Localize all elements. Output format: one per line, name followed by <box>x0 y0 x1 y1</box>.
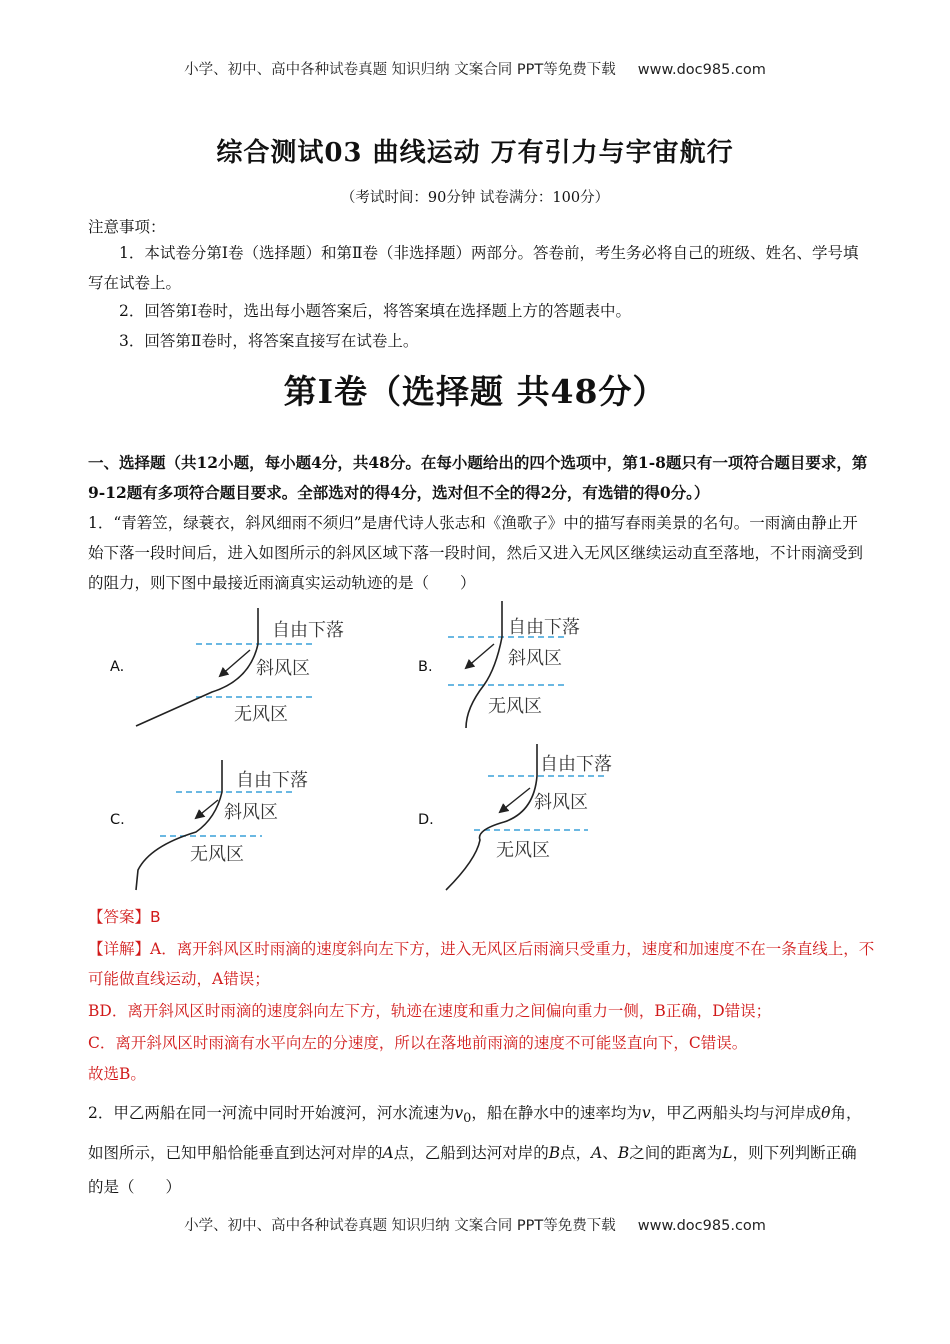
volume-title: 第Ⅰ卷（选择题 共48分） <box>283 372 667 411</box>
note-number: 3． <box>119 332 145 350</box>
no-wind-zone-label: 无风区 <box>190 844 244 865</box>
wind-arrow-icon <box>466 644 494 668</box>
option-c-label: C. <box>110 812 125 828</box>
answer-tag: 【答案】 <box>88 908 151 926</box>
symbol-theta: θ <box>821 1104 831 1122</box>
wind-zone-label: 斜风区 <box>508 648 562 669</box>
wind-zone-label: 斜风区 <box>534 792 588 813</box>
raindrop-trajectory <box>136 760 222 890</box>
question-text: ，甲乙两船头均与河岸成 <box>650 1104 822 1122</box>
figure-option-b <box>448 601 580 728</box>
note-text: 回答第Ⅰ卷时，选出每小题答案后，将答案填在选择题上方的答题表中。 <box>144 302 632 320</box>
question-number: 1． <box>88 514 114 532</box>
free-fall-label: 自由下落 <box>540 754 612 775</box>
option-a-label: A. <box>110 659 125 675</box>
question-text: 甲乙两船在同一河流中同时开始渡河，河水流速为 <box>113 1104 455 1122</box>
symbol-a: A <box>591 1144 603 1163</box>
question-text: 点， <box>560 1144 592 1163</box>
answer-line <box>88 902 878 932</box>
page-title: 综合测试03 曲线运动 万有引力与宇宙航行 <box>216 138 734 168</box>
note-number: 2． <box>119 302 145 320</box>
figure-option-d <box>446 744 612 890</box>
raindrop-trajectory <box>446 744 537 890</box>
note-text: 回答第Ⅱ卷时，将答案直接写在试卷上。 <box>144 332 419 350</box>
free-fall-label: 自由下落 <box>236 770 308 791</box>
figure-option-a <box>136 608 344 726</box>
explanation-line-2: BD．离开斜风区时雨滴的速度斜向左下方，轨迹在速度和重力之间偏向重力一侧，B正确，D错误； <box>88 1002 772 1020</box>
free-fall-label: 自由下落 <box>508 617 580 638</box>
no-wind-zone-label: 无风区 <box>496 840 550 861</box>
header-site-link[interactable]: www.doc985.com <box>637 62 766 78</box>
notes-heading: 注意事项： <box>88 218 166 236</box>
page-footer <box>0 1214 950 1235</box>
footer-text: 小学、初中、高中各种试卷真题 知识归纳 文案合同 PPT等免费下载 <box>184 1218 616 1234</box>
wind-zone-label: 斜风区 <box>224 802 278 823</box>
symbol-b: B <box>617 1144 630 1163</box>
explanation-conclusion: 故选B。 <box>88 1065 146 1083</box>
no-wind-zone-label: 无风区 <box>488 696 542 717</box>
explanation-line-3: C．离开斜风区时雨滴有水平向左的分速度，所以在落地前雨滴的速度不可能竖直向下，C错误。 <box>88 1034 748 1052</box>
question-text: “青箬笠，绿蓑衣，斜风细雨不须归”是唐代诗人张志和《渔歌子》中的描写春雨美景的名句。一雨滴由静止开始下落一段时间后，进入如图所示的斜风区域下落一段时间，然后又进入无风区继续运动直至落地，不计雨滴受到的阻力，则下图中最接近雨滴真实运动轨迹的是（ ） <box>88 514 864 592</box>
footer-site-link[interactable]: www.doc985.com <box>637 1218 766 1234</box>
section-heading: 一、选择题（共12小题，每小题4分，共48分。在每小题给出的四个选项中，第1-8题只有一项符合题目要求，第9-12题有多项符合题目要求。全部选对的得4分，选对但不全的得2分，有选错的得0分。） <box>88 453 868 502</box>
note-number: 1． <box>119 244 145 262</box>
question-text: 点，乙船到达河对岸的 <box>393 1144 549 1163</box>
question-text: 角，如图所示，已知甲船恰能垂直到达河对岸的 <box>88 1104 862 1163</box>
question-text: 、 <box>602 1144 618 1163</box>
note-text: 本试卷分第Ⅰ卷（选择题）和第Ⅱ卷（非选择题）两部分。答卷前，考生务必将自己的班级、姓名、学号填写在试卷上。 <box>88 244 859 292</box>
exam-info: （考试时间：90分钟 试卷满分：100分） <box>340 190 610 206</box>
question-2 <box>88 1096 868 1204</box>
no-wind-zone-label: 无风区 <box>234 704 288 725</box>
question-number: 2． <box>88 1104 114 1122</box>
explanation-line-1 <box>88 934 878 994</box>
detail-tag: 【详解】 <box>88 940 151 958</box>
symbol-a: A <box>382 1144 394 1163</box>
wind-arrow-icon <box>196 800 218 818</box>
symbol-l: L <box>722 1144 733 1163</box>
wind-zone-label: 斜风区 <box>256 658 310 679</box>
answer-value: B <box>150 908 161 926</box>
header-text: 小学、初中、高中各种试卷真题 知识归纳 文案合同 PPT等免费下载 <box>184 62 616 78</box>
wind-arrow-icon <box>220 650 250 676</box>
explanation-text: A．离开斜风区时雨滴的速度斜向左下方，进入无风区后雨滴只受重力，速度和加速度不在一条直线上，不可能做直线运动，A错误； <box>88 940 875 988</box>
symbol-v0: v <box>454 1104 464 1122</box>
free-fall-label: 自由下落 <box>272 620 344 641</box>
question-text: 之间的距离为 <box>629 1144 723 1163</box>
symbol-b: B <box>548 1144 561 1163</box>
question-text: ，船在静水中的速率均为 <box>471 1104 642 1122</box>
symbol-v: v <box>641 1104 651 1122</box>
option-b-label: B. <box>418 659 433 675</box>
question-text: ，则下列判断正确的是（ ） <box>88 1144 857 1197</box>
symbol-v0-subscript: 0 <box>463 1111 472 1127</box>
option-d-label: D. <box>418 812 434 828</box>
figure-option-c <box>136 760 308 890</box>
